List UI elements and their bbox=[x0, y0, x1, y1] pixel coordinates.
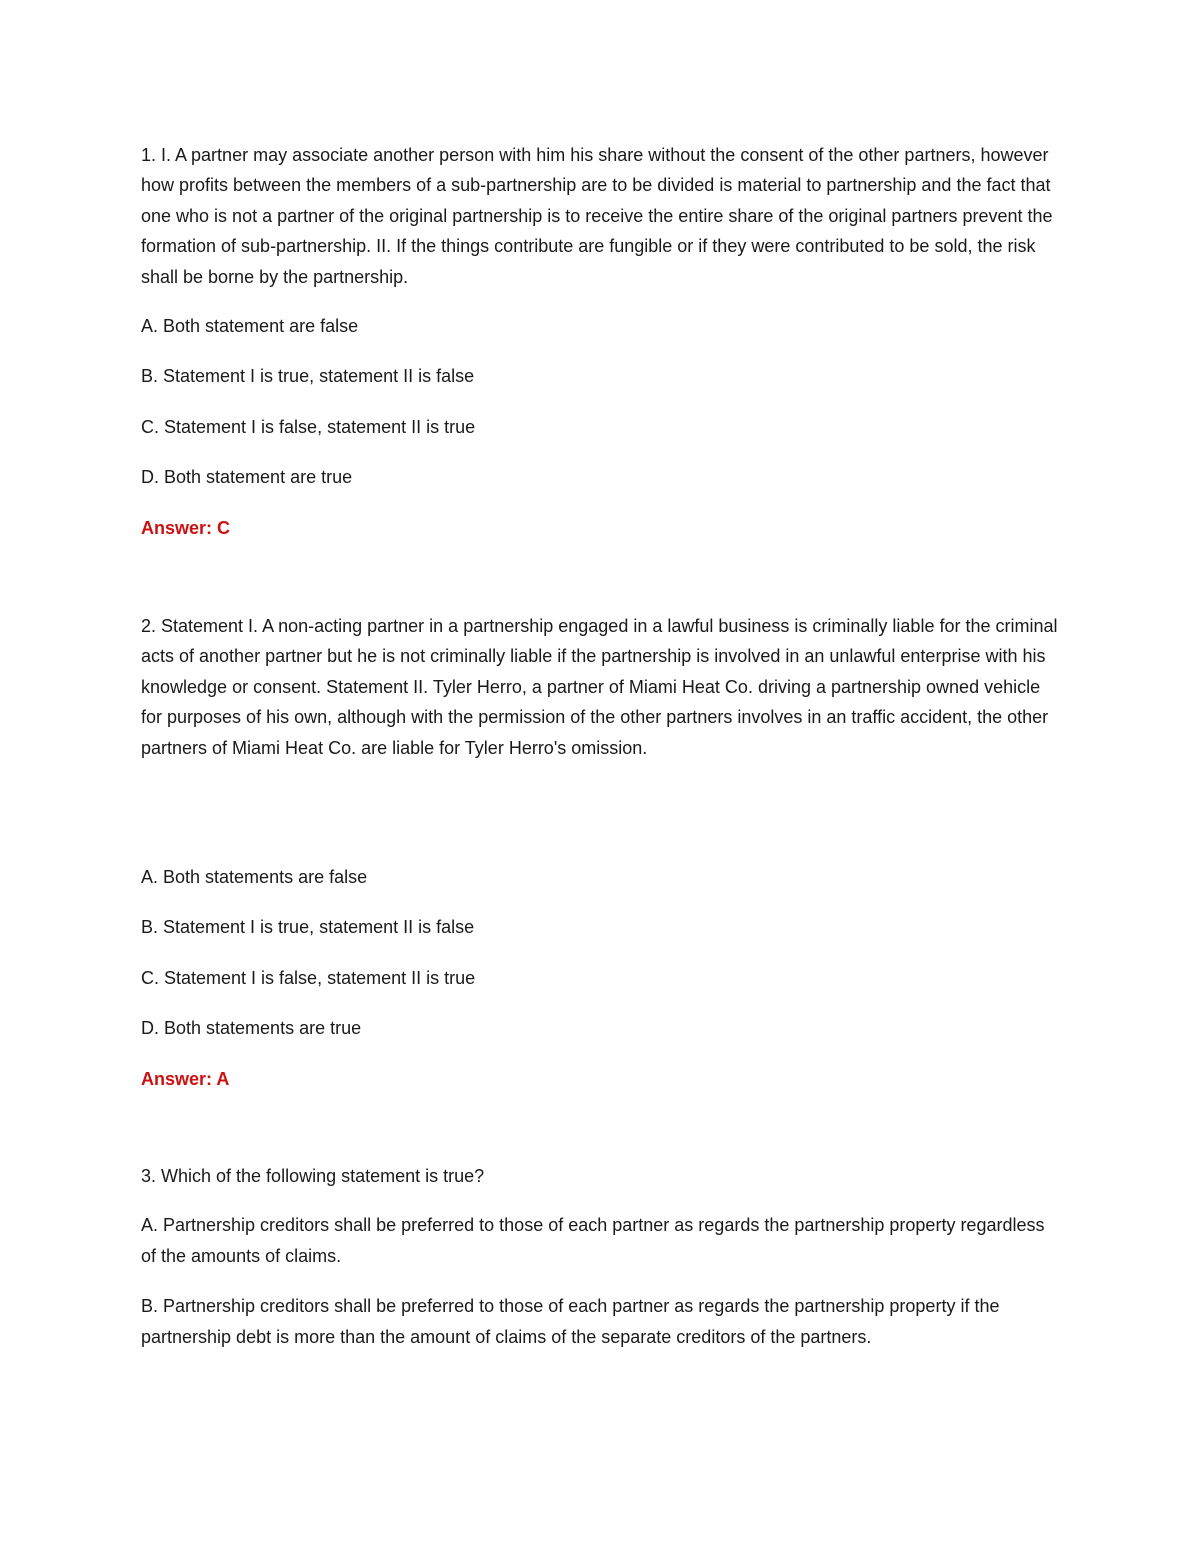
question-3 bbox=[141, 1161, 1061, 1372]
question-1 bbox=[141, 140, 1061, 563]
question-1-option-c: C. Statement I is false, statement II is true bbox=[141, 416, 476, 437]
question-1-option-a: A. Both statement are false bbox=[141, 316, 359, 337]
question-3-text: 3. Which of the following statement is true? bbox=[141, 1166, 485, 1186]
question-2-option-c: C. Statement I is false, statement II is true bbox=[141, 967, 476, 988]
question-2-option-a: A. Both statements are false bbox=[141, 867, 368, 887]
question-1-answer: Answer: C bbox=[141, 517, 231, 538]
question-2-options bbox=[141, 862, 1061, 1114]
question-1-text: 1. I. A partner may associate another person with him his share without the consent of the other partners, however how profits between the members of a sub-partnership are to be divided is material to partnership and the fact that one who is not a partner of the original partnership is to receive the entire share of the original partners prevent the formation of sub-partnership. II. If the things contribute are fungible or if they were contributed to be sold, the risk shall be borne by the partnership. bbox=[141, 145, 1053, 287]
question-2-answer: Answer: A bbox=[141, 1068, 230, 1089]
question-1-option-b: B. Statement I is true, statement II is false bbox=[141, 366, 475, 387]
question-2-option-d: D. Both statements are true bbox=[141, 1018, 362, 1039]
question-3-option-b: B. Partnership creditors shall be preferred to those of each partner as regards the partnership property if the partnership debt is more than the amount of claims of the separate creditors of the partners. bbox=[141, 1296, 1000, 1347]
question-2-text: 2. Statement I. A non-acting partner in a partnership engaged in a lawful business is criminally liable for the criminal acts of another partner but he is not criminally liable if the partnership is involved in an unlawful enterprise with his knowledge or consent. Statement II. Tyler Herro, a partner of Miami Heat Co. driving a partnership owned vehicle for purposes of his own, although with the permission of the other partners involves in an traffic accident, the other partners of Miami Heat Co. are liable for Tyler Herro's omission. bbox=[141, 616, 1058, 758]
question-1-option-d: D. Both statement are true bbox=[141, 467, 353, 488]
question-3-option-a: A. Partnership creditors shall be preferred to those of each partner as regards the partnership property regardless of the amounts of claims. bbox=[141, 1215, 1045, 1266]
question-2-option-b: B. Statement I is true, statement II is false bbox=[141, 917, 475, 938]
question-2 bbox=[141, 611, 1061, 1089]
